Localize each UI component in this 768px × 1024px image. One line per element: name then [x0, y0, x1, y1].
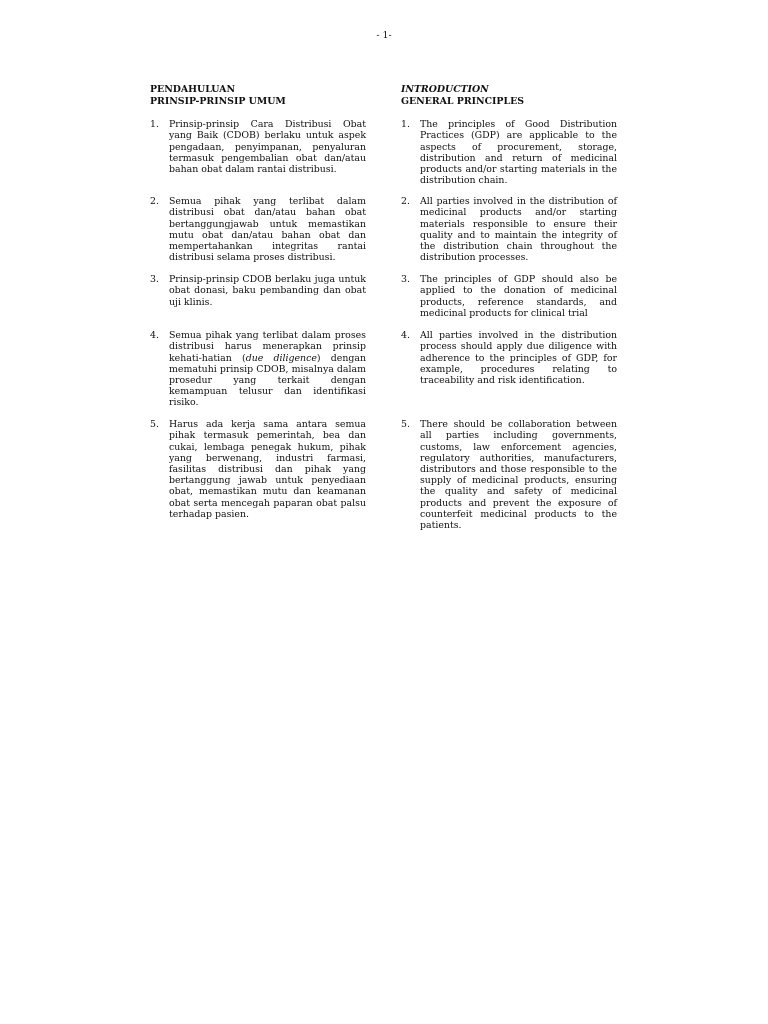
item-number: 5.: [401, 419, 410, 431]
item-text: [169, 330, 366, 408]
item-text-part: ) dengan mematuhi prinsip CDOB, misalnya dalam prosedur yang terkait dengan kemampuan telusur dan identifikasi risiko.: [169, 352, 367, 409]
list-item: [150, 419, 366, 520]
section-subtitle: GENERAL PRINCIPLES: [401, 95, 524, 107]
list-item: [401, 330, 617, 386]
item-text: Semua pihak yang terlibat dalam distribusi obat dan/atau bahan obat bertanggungjawab untuk memastikan mutu obat dan/atau bahan obat dan mempertahankan integritas rantai distribusi selama proses distribusi.: [169, 196, 366, 264]
section-title: PENDAHULUAN: [150, 84, 236, 95]
item-text-part: Semua pihak yang terlibat dalam proses distribusi harus menerapkan prinsip kehati-hatian (: [169, 330, 366, 364]
item-number: 4.: [150, 330, 159, 342]
item-number: 2.: [150, 196, 159, 208]
item-text: All parties involved in the distribution of medicinal products and/or starting materials responsible to ensure their quality and to maintain the integrity of the distribution chain throughout the distribution processes.: [420, 196, 617, 264]
english-column: [401, 84, 617, 532]
list-item: [401, 419, 617, 531]
item-text: Prinsip-prinsip CDOB berlaku juga untuk obat donasi, baku pembanding dan obat uji klinis.: [169, 274, 366, 308]
list-item: [401, 196, 617, 263]
section-subtitle: PRINSIP-PRINSIP UMUM: [150, 95, 286, 107]
item-number: 1.: [150, 119, 159, 131]
item-text: Harus ada kerja sama antara semua pihak termasuk pemerintah, bea dan cukai, lembaga penegak hukum, pihak yang berwenang, industri farmasi, fasilitas distribusi dan pihak yang bertanggung jawab untuk penyediaan obat, memastikan mutu dan keamanan obat serta mencegah paparan obat palsu terhadap pasien.: [169, 419, 366, 520]
item-number: 2.: [401, 196, 410, 208]
item-text: All parties involved in the distribution process should apply due diligence with adherence to the principles of GDP, for example, procedures relating to traceability and risk identification.: [420, 330, 617, 386]
section-title: INTRODUCTION: [401, 84, 489, 95]
list-item: [401, 274, 617, 319]
item-number: 5.: [150, 419, 159, 431]
item-number: 1.: [401, 119, 410, 131]
list-item: [401, 119, 617, 186]
item-number: 3.: [150, 274, 159, 286]
item-text: Prinsip-prinsip Cara Distribusi Obat yang Baik (CDOB) berlaku untuk aspek pengadaan, penyimpanan, penyaluran termasuk pengembalian obat dan/atau bahan obat dalam rantai distribusi.: [169, 119, 366, 175]
list-item: [150, 274, 366, 308]
item-number: 4.: [401, 330, 410, 342]
list-item: [150, 119, 366, 175]
item-number: 3.: [401, 274, 410, 286]
indonesian-column: [150, 84, 367, 520]
item-text: The principles of Good Distribution Practices (GDP) are applicable to the aspects of procurement, storage, distribution and return of medicinal products and/or starting materials in the distribution chain.: [420, 119, 617, 187]
list-item: [150, 330, 366, 408]
item-text: There should be collaboration between all parties including governments, customs, law enforcement agencies, regulatory authorities, manufacturers, distributors and those responsible to the supply of medicinal products, ensuring the quality and safety of medicinal products and prevent the exposure of counterfeit medicinal products to the patients.: [420, 419, 617, 532]
item-text: The principles of GDP should also be applied to the donation of medicinal products, reference standards, and medicinal products for clinical trial: [420, 274, 617, 319]
item-text-italic: due diligence: [245, 352, 317, 364]
page-number: - 1-: [376, 30, 392, 41]
list-item: [150, 196, 366, 263]
